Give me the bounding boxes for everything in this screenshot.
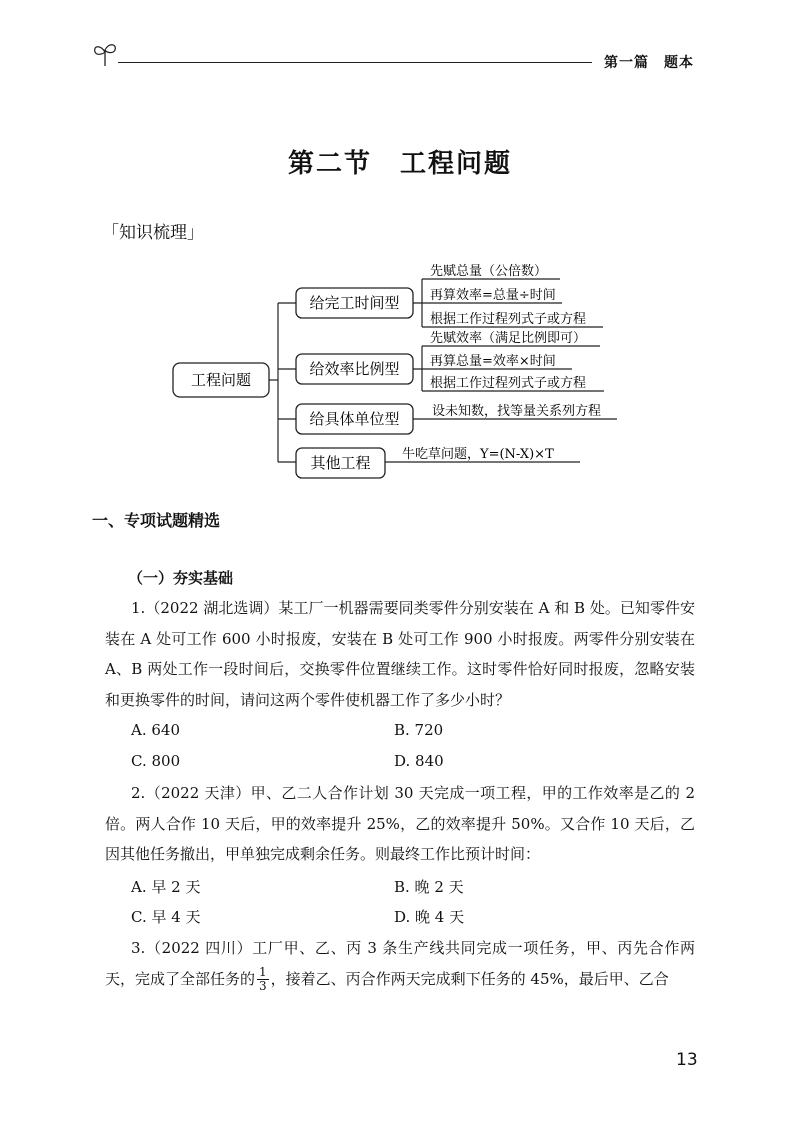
mindmap-branch bbox=[296, 288, 413, 318]
mindmap-leaf: 先赋效率（满足比例即可） bbox=[430, 331, 587, 346]
fraction-numerator: 1 bbox=[259, 965, 267, 979]
question-1-option-b: B. 720 bbox=[394, 721, 444, 739]
mindmap-leaf: 再算效率=总量÷时间 bbox=[430, 288, 556, 303]
mindmap-branch bbox=[296, 354, 413, 384]
mindmap-root bbox=[173, 363, 269, 397]
question-2: 2.（2022 天津）甲、乙二人合作计划 30 天完成一项工程，甲的工作效率是乙的 2 倍。两人合作 10 天后，甲的效率提升 25%，乙的效率提升 50%。又合作 10 天后，乙因其他任务撤出，甲单独完成剩余任务。则最终工作比预计时间： bbox=[105, 784, 695, 863]
running-title: 第一篇 题本 bbox=[604, 55, 694, 71]
mindmap-leaf: 先赋总量（公倍数） bbox=[430, 264, 548, 279]
mindmap-branch-label: 其他工程 bbox=[310, 454, 371, 472]
question-3 bbox=[105, 933, 695, 994]
mindmap-branch bbox=[296, 448, 385, 478]
question-2-option-b: B. 晚 2 天 bbox=[394, 878, 464, 896]
question-3-text-after: ，接着乙、丙合作两天完成剩下任务的 45%，最后甲、乙合 bbox=[270, 969, 669, 988]
question-1-option-a: A. 640 bbox=[131, 721, 180, 739]
question-2-option-d: D. 晚 4 天 bbox=[394, 908, 465, 926]
page-title-topic: 工程问题 bbox=[400, 149, 513, 179]
question-1-option-c: C. 800 bbox=[131, 752, 181, 770]
section-heading: 一、专项试题精选 bbox=[92, 511, 221, 530]
page-title-section: 第二节 bbox=[287, 149, 372, 179]
question-1: 1.（2022 湖北选调）某工厂一机器需要同类零件分别安装在 A 和 B 处。已知零件安装在 A 处可工作 600 小时报废，安装在 B 处可工作 900 小时报废。两零件分别安装在 A、B 两处工作一段时间后，交换零件位置继续工作。这时零件恰好同时报废，忽略安装和更换零件的时间，请问这两个零件使机器工作了多少小时？ bbox=[105, 599, 695, 709]
subsection-heading: （一）夯实基础 bbox=[128, 569, 234, 587]
knowledge-label: 「知识梳理」 bbox=[102, 223, 204, 243]
mindmap-branch-label: 给完工时间型 bbox=[309, 294, 400, 312]
question-2-option-c: C. 早 4 天 bbox=[131, 908, 201, 926]
mindmap-leaf: 牛吃草问题，Y=(N-X)×T bbox=[402, 447, 554, 462]
mindmap-branch-label: 给具体单位型 bbox=[309, 410, 400, 428]
question-2-option-a: A. 早 2 天 bbox=[131, 878, 201, 896]
mindmap-leaf: 根据工作过程列式子或方程 bbox=[430, 312, 587, 327]
mindmap-leaf: 再算总量=效率×时间 bbox=[430, 354, 556, 369]
mindmap-root-label: 工程问题 bbox=[190, 371, 252, 389]
question-3-text-before: 3.（2022 四川）工厂甲、乙、丙 3 条生产线共同完成一项任务，甲、丙先合作两天，完成了全部任务的 bbox=[105, 939, 695, 988]
page-number: 13 bbox=[676, 1050, 698, 1070]
mindmap-branch-label: 给效率比例型 bbox=[309, 360, 400, 378]
question-1-option-d: D. 840 bbox=[394, 752, 444, 770]
fraction-one-third bbox=[257, 966, 269, 993]
mindmap-branch bbox=[296, 404, 413, 434]
mindmap-leaf: 根据工作过程列式子或方程 bbox=[430, 376, 587, 391]
fraction-denominator: 3 bbox=[259, 979, 267, 993]
mindmap-leaf: 设未知数，找等量关系列方程 bbox=[432, 404, 602, 419]
